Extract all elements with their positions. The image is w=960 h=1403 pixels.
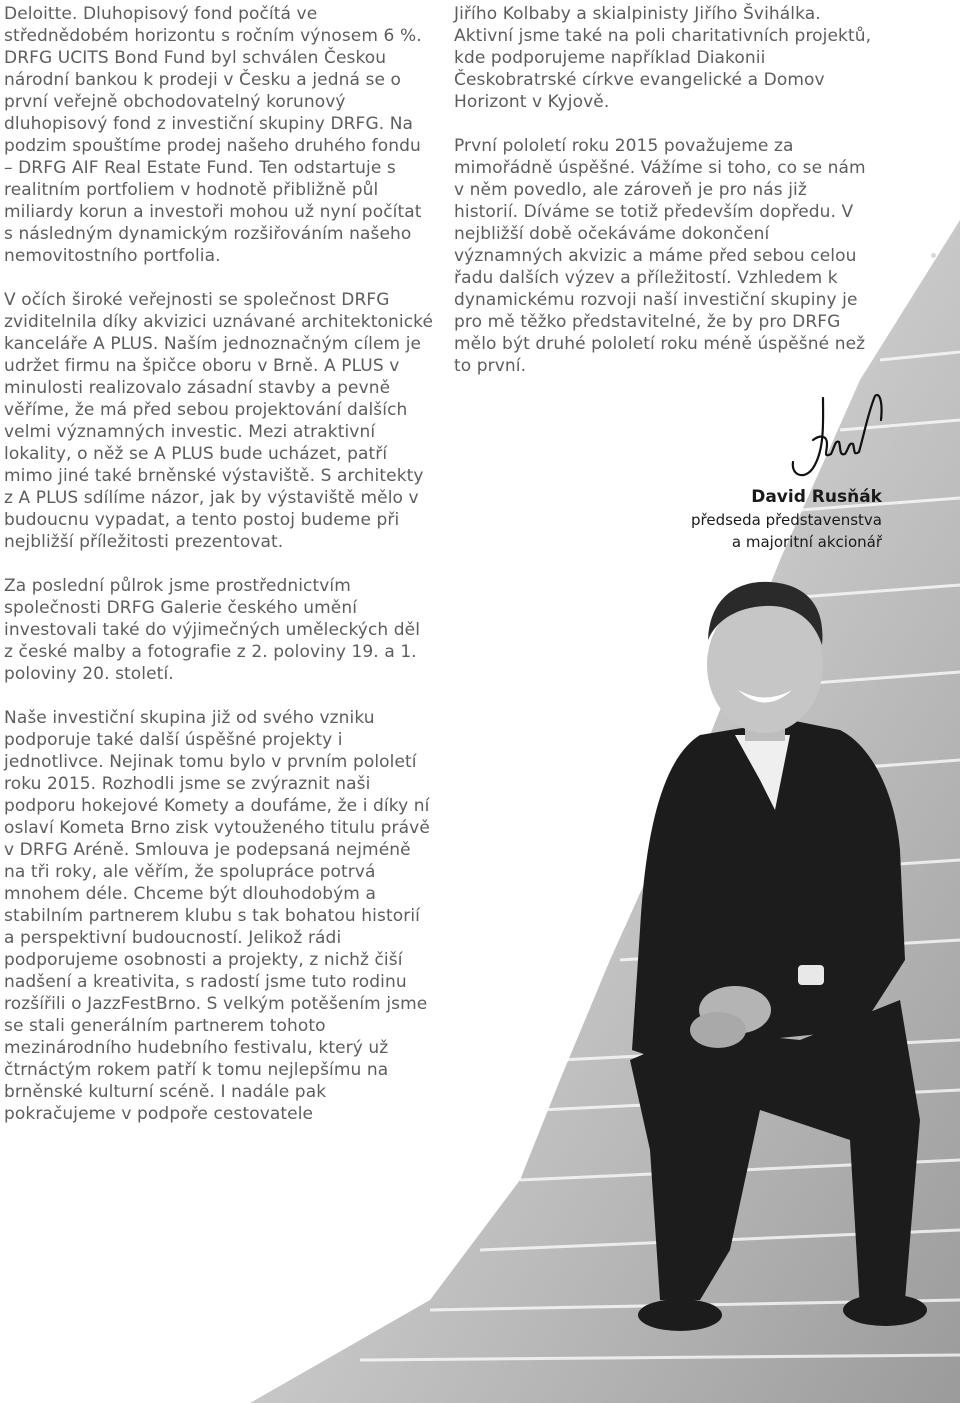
- handwritten-signature: [783, 390, 893, 490]
- signatory-role-line-1: předseda představenstva: [690, 511, 882, 529]
- signatory-name: David Rusňák: [751, 487, 882, 507]
- decorative-dot: [931, 253, 936, 258]
- right-text-column: [454, 3, 874, 399]
- left-paragraph-3: Za poslední půlrok jsme prostřednictvím společnosti DRFG Galerie českého umění investovali také do výjimečných uměleckých děl z české malby a fotografie z 2. poloviny 19. a 1. poloviny 20. století.: [4, 576, 421, 684]
- right-paragraph-2: První pololetí roku 2015 považujeme za mimořádně úspěšné. Vážíme si toho, co se nám v něm povedlo, ale zároveň je pro nás již historií. Díváme se totiž především dopředu. V nejbližší době očekáváme dokončení významných akvizic a máme před sebou celou řadu dalších výzev a příležitostí. Vzhledem k dynamickému rozvoji naší investiční skupiny je pro mě těžko představitelné, že by pro DRFG mělo být druhé pololetí roku méně úspěšné než to první.: [454, 136, 866, 376]
- signatory-role-line-2: a majoritní akcionář: [731, 533, 882, 551]
- left-text-column: [4, 3, 434, 1147]
- left-paragraph-4: Naše investiční skupina již od svého vzniku podporuje také další úspěšné projekty i jednotlivce. Nejinak tomu bylo v prvním pololetí roku 2015. Rozhodli jsme se zvýraznit naši podporu hokejové Komety a doufáme, že i díky ní oslaví Kometa Brno zisk vytouženého titulu právě v DRFG Aréně. Smlouva je podepsaná nejméně na tři roky, ale věřím, že spolupráce potrvá mnohem déle. Chceme být dlouhodobým a stabilním partnerem klubu s tak bohatou historií a perspektivní budoucností. Jelikož rádi podporujeme osobnosti a projekty, z nichž čiší nadšení a kreativita, s radostí jsme tuto rodinu rozšířili o JazzFestBrno. S velkým potěšením jsme se stali generálním partnerem tohoto mezinárodního hudebního festivalu, který už čtrnáctým rokem patří k tomu nejlepšímu na brněnské kulturní scéně. I nadále pak pokračujeme v podpoře cestovatele: [4, 708, 430, 1124]
- signature-block: [691, 485, 882, 553]
- left-paragraph-1: Deloitte. Dluhopisový fond počítá ve střednědobém horizontu s ročním výnosem 6 %. DRFG UCITS Bond Fund byl schválen Českou národní bankou k prodeji v Česku a jedná se o první veřejně obchodovatelný korunový dluhopisový fond z investiční skupiny DRFG. Na podzim spouštíme prodej našeho druhého fondu – DRFG AIF Real Estate Fund. Ten odstartuje s realitním portfoliem v hodnotě přibližně půl miliardy korun a investoři mohou už nyní počítat s následným dynamickým rozšiřováním našeho nemovitostního portfolia.: [4, 4, 422, 266]
- left-paragraph-2: V očích široké veřejnosti se společnost DRFG zviditelnila díky akvizici uznávané architektonické kanceláře A PLUS. Naším jednoznačným cílem je udržet firmu na špičce oboru v Brně. A PLUS v minulosti realizovalo zásadní stavby a pevně věříme, že má před sebou projektování dalších velmi významných investic. Mezi atraktivní lokality, o něž se A PLUS bude ucházet, patří mimo jiné také brněnské výstaviště. S architekty z A PLUS sdílíme názor, jak by výstaviště mělo v budoucnu vypadat, a tento postoj budeme při nejbližší příležitosti prezentovat.: [4, 290, 434, 552]
- right-paragraph-1: Jiřího Kolbaby a skialpinisty Jiřího Švihálka. Aktivní jsme také na poli charitativních projektů, kde podporujeme například Diakonii Českobratrské církve evangelické a Domov Horizont v Kyjově.: [454, 4, 872, 112]
